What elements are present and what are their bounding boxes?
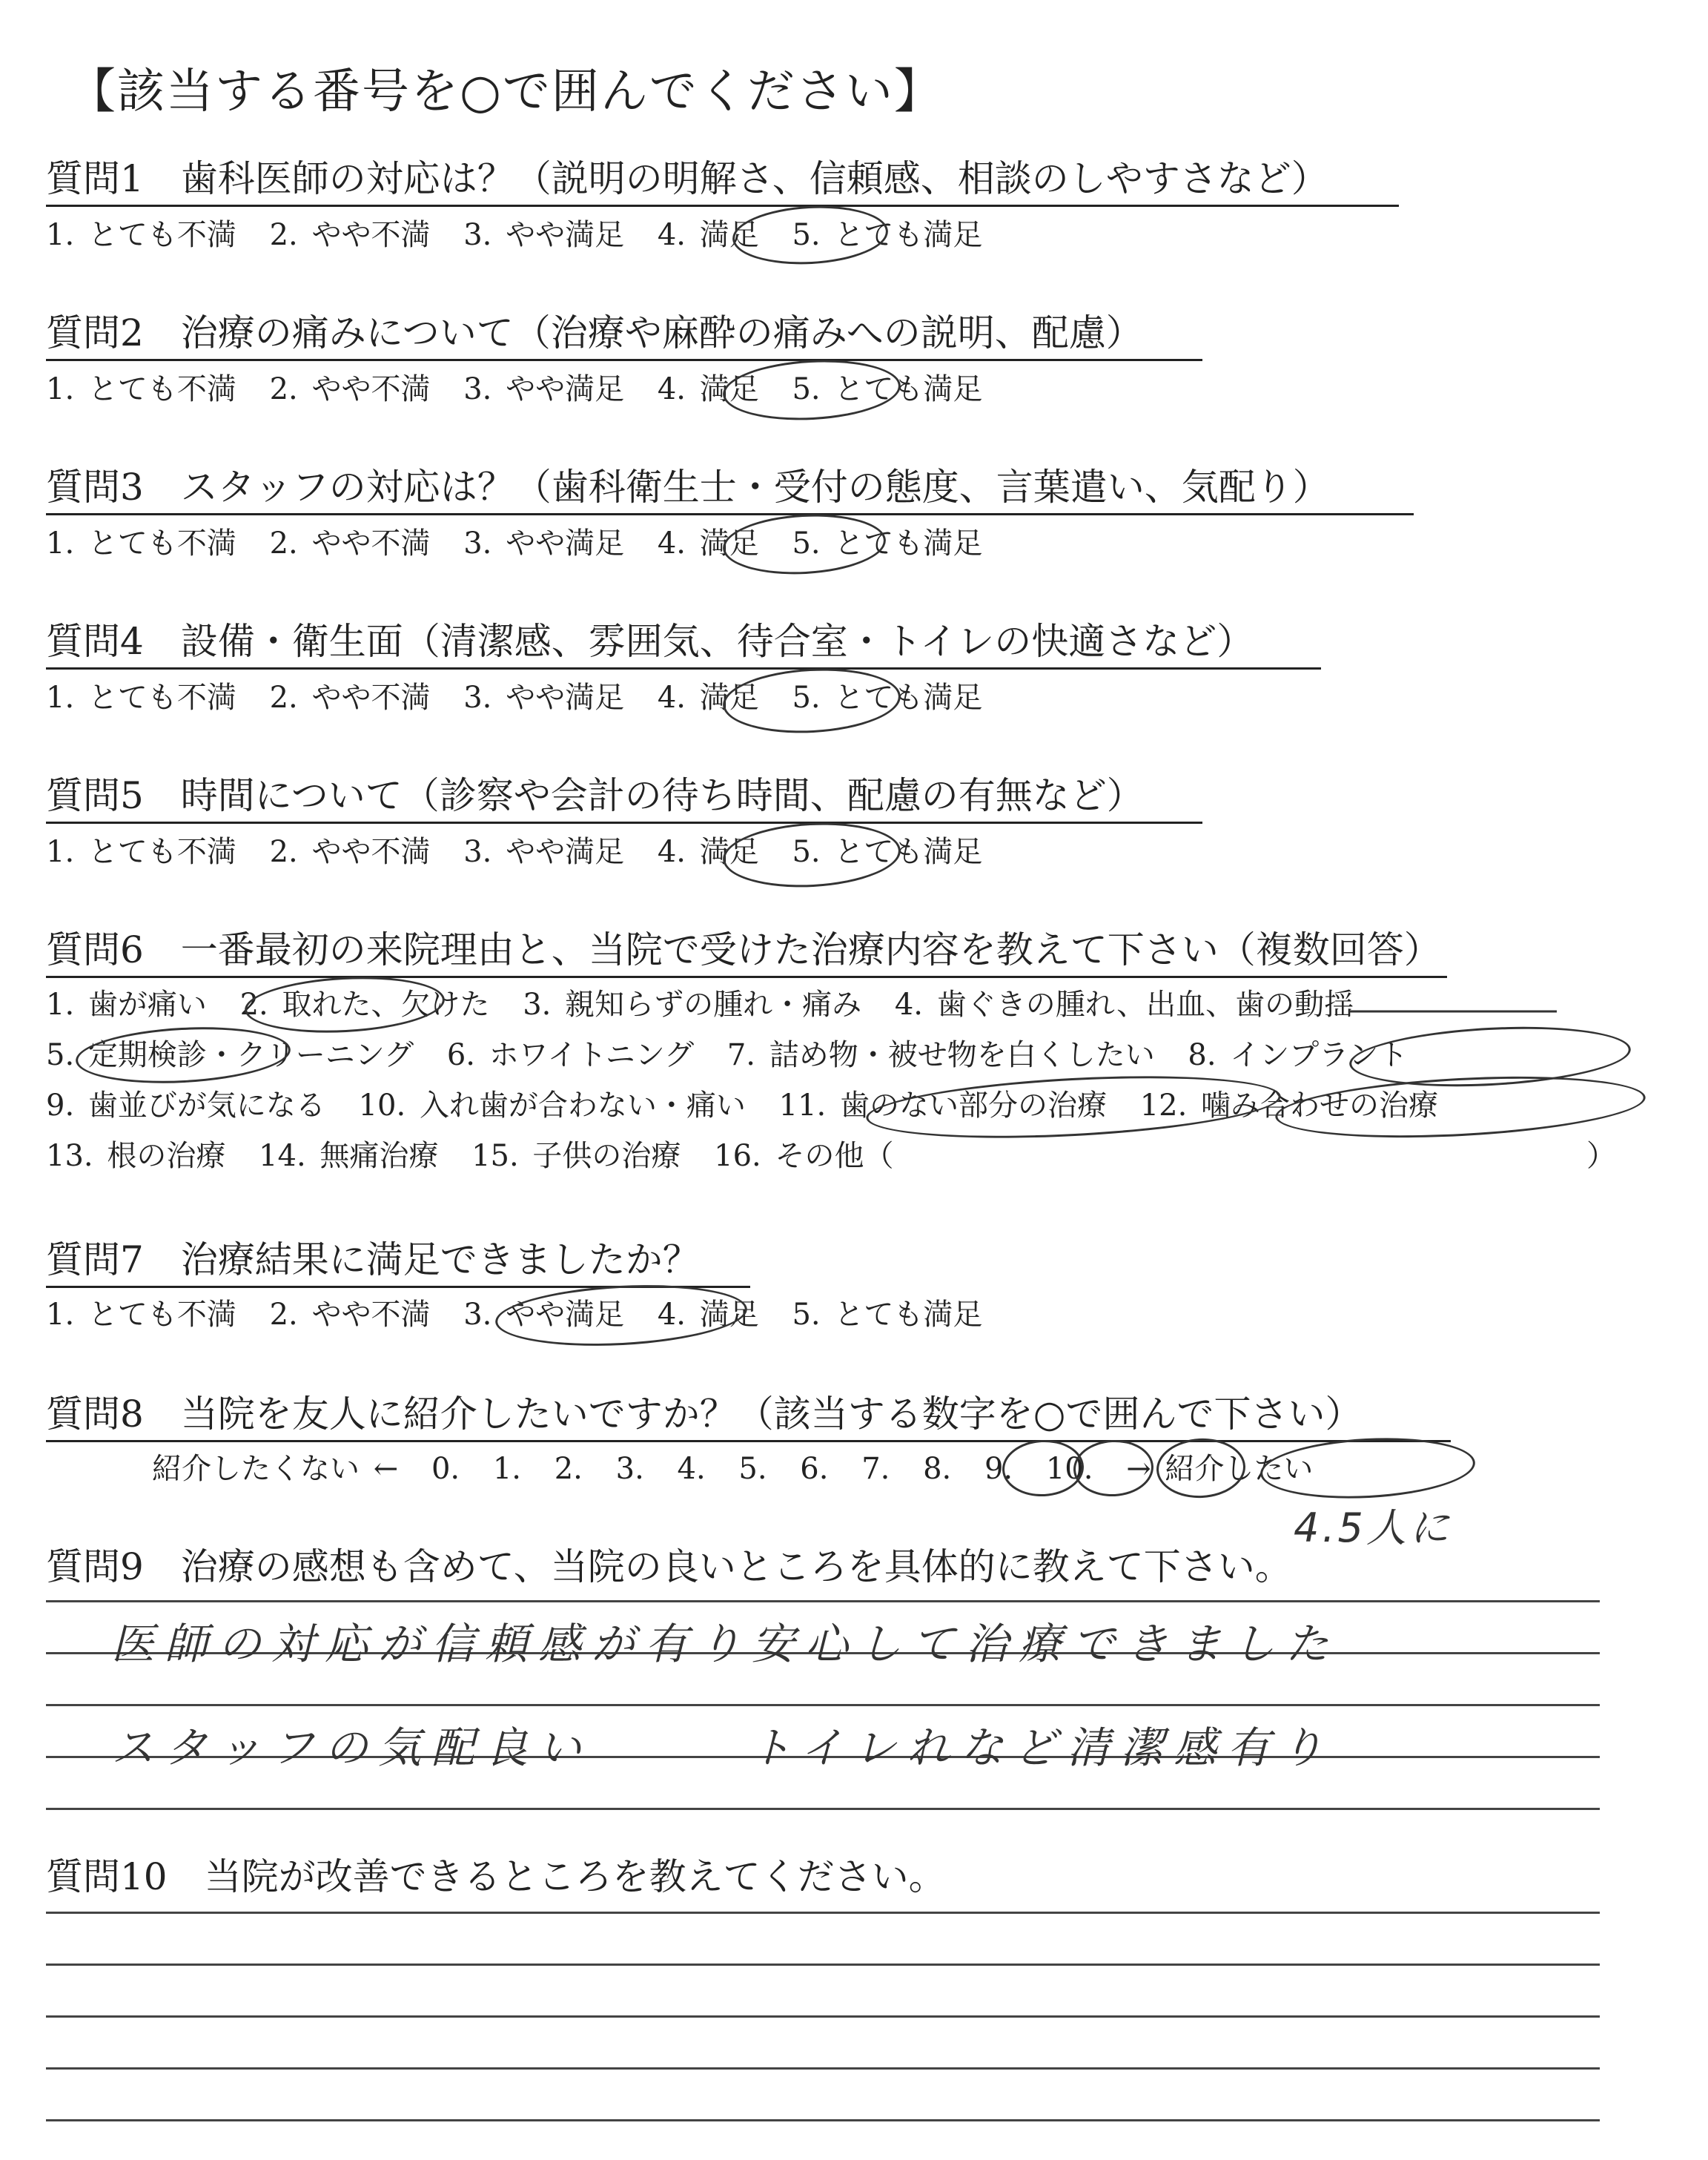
q8-right-label[interactable]: → 紹介したい	[1126, 1452, 1314, 1486]
q1-option-5[interactable]: 5. とても満足	[792, 218, 983, 252]
question-10-heading: 質問10 当院が改善できるところを教えてください。	[46, 1855, 946, 1898]
q6-option-5[interactable]: 5. 定期検診・クリーニング	[46, 1038, 414, 1072]
q6-option-4[interactable]: 4. 歯ぐきの腫れ、出血、歯の動揺	[894, 988, 1354, 1022]
q6-option-14[interactable]: 14. 無痛治療	[259, 1139, 439, 1173]
q6-option-3[interactable]: 3. 親知らずの腫れ・痛み	[523, 988, 862, 1022]
q6-option-9[interactable]: 9. 歯並びが気になる	[46, 1089, 325, 1123]
question-4-heading: 質問4 設備・衛生面（清潔感、雰囲気、待合室・トイレの快適さなど）	[46, 618, 1321, 670]
q8-option-3[interactable]: 3.	[615, 1452, 644, 1486]
q8-option-2[interactable]: 2.	[554, 1452, 583, 1486]
q8-option-5[interactable]: 5.	[738, 1452, 767, 1486]
q6-option-10[interactable]: 10. 入れ歯が合わない・痛い	[358, 1089, 746, 1123]
question-8-heading: 質問8 当院を友人に紹介したいですか？（該当する数字を○で囲んで下さい）	[46, 1391, 1451, 1442]
q9-answer-text-1[interactable]: 医師の対応が信頼感が有り安心して治療できました	[111, 1619, 1340, 1669]
q3-option-1[interactable]: 1. とても不満	[46, 526, 236, 561]
q4-option-3[interactable]: 3. やや満足	[463, 681, 625, 715]
q5-option-5[interactable]: 5. とても満足	[792, 835, 983, 869]
q8-handwritten-note: 4.5人に	[1294, 1505, 1452, 1551]
q4-option-2[interactable]: 2. やや不満	[269, 681, 431, 715]
q6-option-15[interactable]: 15. 子供の治療	[471, 1139, 681, 1173]
q8-left-label: 紹介したくない ←	[152, 1452, 399, 1486]
q1-option-2[interactable]: 2. やや不満	[269, 218, 431, 252]
question-7-heading: 質問7 治療結果に満足できましたか？	[46, 1237, 750, 1288]
q6-option-12[interactable]: 12. 噛み合わせの治療	[1139, 1089, 1439, 1123]
question-9-heading: 質問9 治療の感想も含めて、当院の良いところを具体的に教えて下さい。	[46, 1545, 1292, 1588]
q7-option-3[interactable]: 3. やや満足	[463, 1298, 625, 1332]
q6-option-11[interactable]: 11. 歯のない部分の治療	[778, 1089, 1107, 1123]
q6-option-2[interactable]: 2. 取れた、欠けた	[239, 988, 490, 1022]
q8-option-4[interactable]: 4.	[677, 1452, 706, 1486]
q8-option-8[interactable]: 8.	[923, 1452, 952, 1486]
q6-other-close-paren: ）	[1586, 1139, 1616, 1173]
q2-option-3[interactable]: 3. やや満足	[463, 372, 625, 406]
page-title: 【該当する番号を○で囲んでください】	[68, 65, 943, 119]
q1-option-3[interactable]: 3. やや満足	[463, 218, 625, 252]
q7-option-1[interactable]: 1. とても不満	[46, 1298, 236, 1332]
q1-option-4[interactable]: 4. 満足	[657, 218, 759, 252]
q8-option-0[interactable]: 0.	[431, 1452, 460, 1486]
question-3-heading: 質問3 スタッフの対応は？（歯科衛生士・受付の態度、言葉遣い、気配り）	[46, 464, 1414, 515]
q8-option-9[interactable]: 9.	[984, 1452, 1013, 1486]
q6-option-16[interactable]: 16. その他（	[714, 1139, 894, 1173]
q3-option-2[interactable]: 2. やや不満	[269, 526, 431, 561]
q4-option-5[interactable]: 5. とても満足	[792, 681, 983, 715]
q6-option-1[interactable]: 1. 歯が痛い	[46, 988, 207, 1022]
q8-option-7[interactable]: 7.	[861, 1452, 890, 1486]
q3-option-3[interactable]: 3. やや満足	[463, 526, 625, 561]
q2-option-2[interactable]: 2. やや不満	[269, 372, 431, 406]
q8-option-1[interactable]: 1.	[492, 1452, 522, 1486]
q9-answer-text-2a[interactable]: スタッフの気配良い	[111, 1723, 592, 1773]
q3-option-4[interactable]: 4. 満足	[657, 526, 759, 561]
q6-option-13[interactable]: 13. 根の治療	[46, 1139, 226, 1173]
q5-option-2[interactable]: 2. やや不満	[269, 835, 431, 869]
q6-option-6[interactable]: 6. ホワイトニング	[446, 1038, 695, 1072]
q5-option-1[interactable]: 1. とても不満	[46, 835, 236, 869]
question-5-heading: 質問5 時間について（診察や会計の待ち時間、配慮の有無など）	[46, 773, 1202, 824]
q6-option-7[interactable]: 7. 詰め物・被せ物を白くしたい	[726, 1038, 1155, 1072]
question-1-heading: 質問1 歯科医師の対応は？（説明の明解さ、信頼感、相談のしやすさなど）	[46, 156, 1399, 207]
q9-answer-text-2b[interactable]: トイレれなど清潔感有り	[749, 1723, 1334, 1773]
question-6-heading: 質問6 一番最初の来院理由と、当院で受けた治療内容を教えて下さい（複数回答）	[46, 927, 1447, 978]
q4-option-1[interactable]: 1. とても不満	[46, 681, 236, 715]
q5-option-4[interactable]: 4. 満足	[657, 835, 759, 869]
question-2-heading: 質問2 治療の痛みについて（治療や麻酔の痛みへの説明、配慮）	[46, 310, 1202, 361]
q1-option-1[interactable]: 1. とても不満	[46, 218, 236, 252]
q6-option-8[interactable]: 8. インプラント	[1188, 1038, 1409, 1072]
q2-option-4[interactable]: 4. 満足	[657, 372, 759, 406]
q8-option-6[interactable]: 6.	[800, 1452, 829, 1486]
q7-option-2[interactable]: 2. やや不満	[269, 1298, 431, 1332]
q5-option-3[interactable]: 3. やや満足	[463, 835, 625, 869]
q3-option-5[interactable]: 5. とても満足	[792, 526, 983, 561]
q8-option-10[interactable]: 10.	[1045, 1452, 1093, 1486]
q2-option-5[interactable]: 5. とても満足	[792, 372, 983, 406]
q4-option-4[interactable]: 4. 満足	[657, 681, 759, 715]
q2-option-1[interactable]: 1. とても不満	[46, 372, 236, 406]
q7-option-4[interactable]: 4. 満足	[657, 1298, 759, 1332]
q7-option-5[interactable]: 5. とても満足	[792, 1298, 983, 1332]
